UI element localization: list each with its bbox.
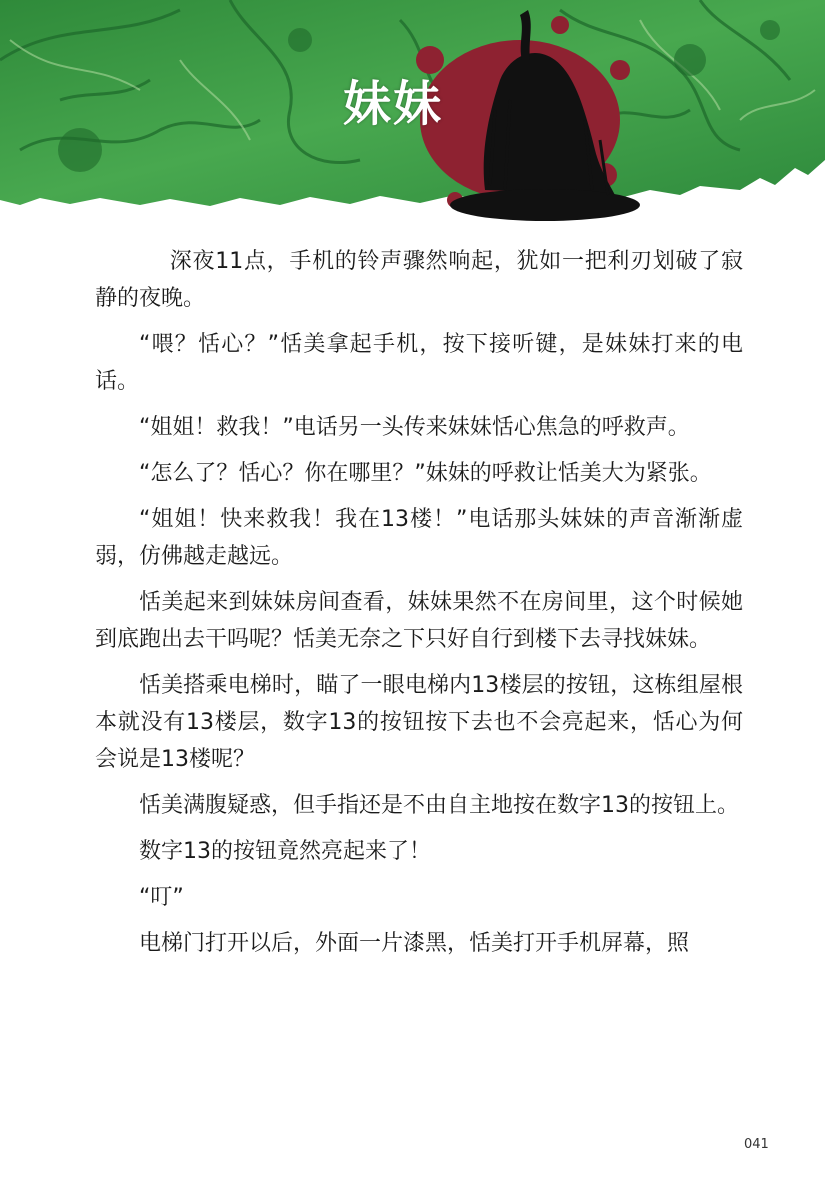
paragraph: “姐姐！快来救我！我在13楼！”电话那头妹妹的声音渐渐虚弱，仿佛越走越远。 (95, 507, 743, 569)
chapter-title: 妹妹 (343, 76, 444, 132)
story-text (95, 243, 743, 971)
paragraph: 恬美起来到妹妹房间查看，妹妹果然不在房间里，这个时候她到底跑出去干吗呢？恬美无奈之下只好自行到楼下去寻找妹妹。 (95, 590, 743, 652)
paragraph: “姐姐！救我！”电话另一头传来妹妹恬心焦急的呼救声。 (139, 415, 690, 440)
paragraph: 深夜11点，手机的铃声骤然响起，犹如一把利刃划破了寂静的夜晚。 (95, 249, 743, 311)
paragraph: 数字13的按钮竟然亮起来了！ (139, 839, 431, 864)
page-number: 041 (744, 1137, 769, 1152)
paragraph: 恬美满腹疑惑，但手指还是不由自主地按在数字13的按钮上。 (139, 793, 739, 818)
chapter-header-banner (0, 0, 825, 230)
paragraph: “怎么了？恬心？你在哪里？”妹妹的呼救让恬美大为紧张。 (139, 461, 712, 486)
paragraph: “叮” (139, 885, 184, 910)
paragraph: “喂？恬心？”恬美拿起手机，按下接听键，是妹妹打来的电话。 (95, 332, 743, 394)
paragraph: 电梯门打开以后，外面一片漆黑，恬美打开手机屏幕，照 (139, 931, 690, 956)
paragraph: 恬美搭乘电梯时，瞄了一眼电梯内13楼层的按钮，这栋组屋根本就没有13楼层，数字13的按钮按下去也不会亮起来，恬心为何会说是13楼呢？ (95, 673, 743, 772)
